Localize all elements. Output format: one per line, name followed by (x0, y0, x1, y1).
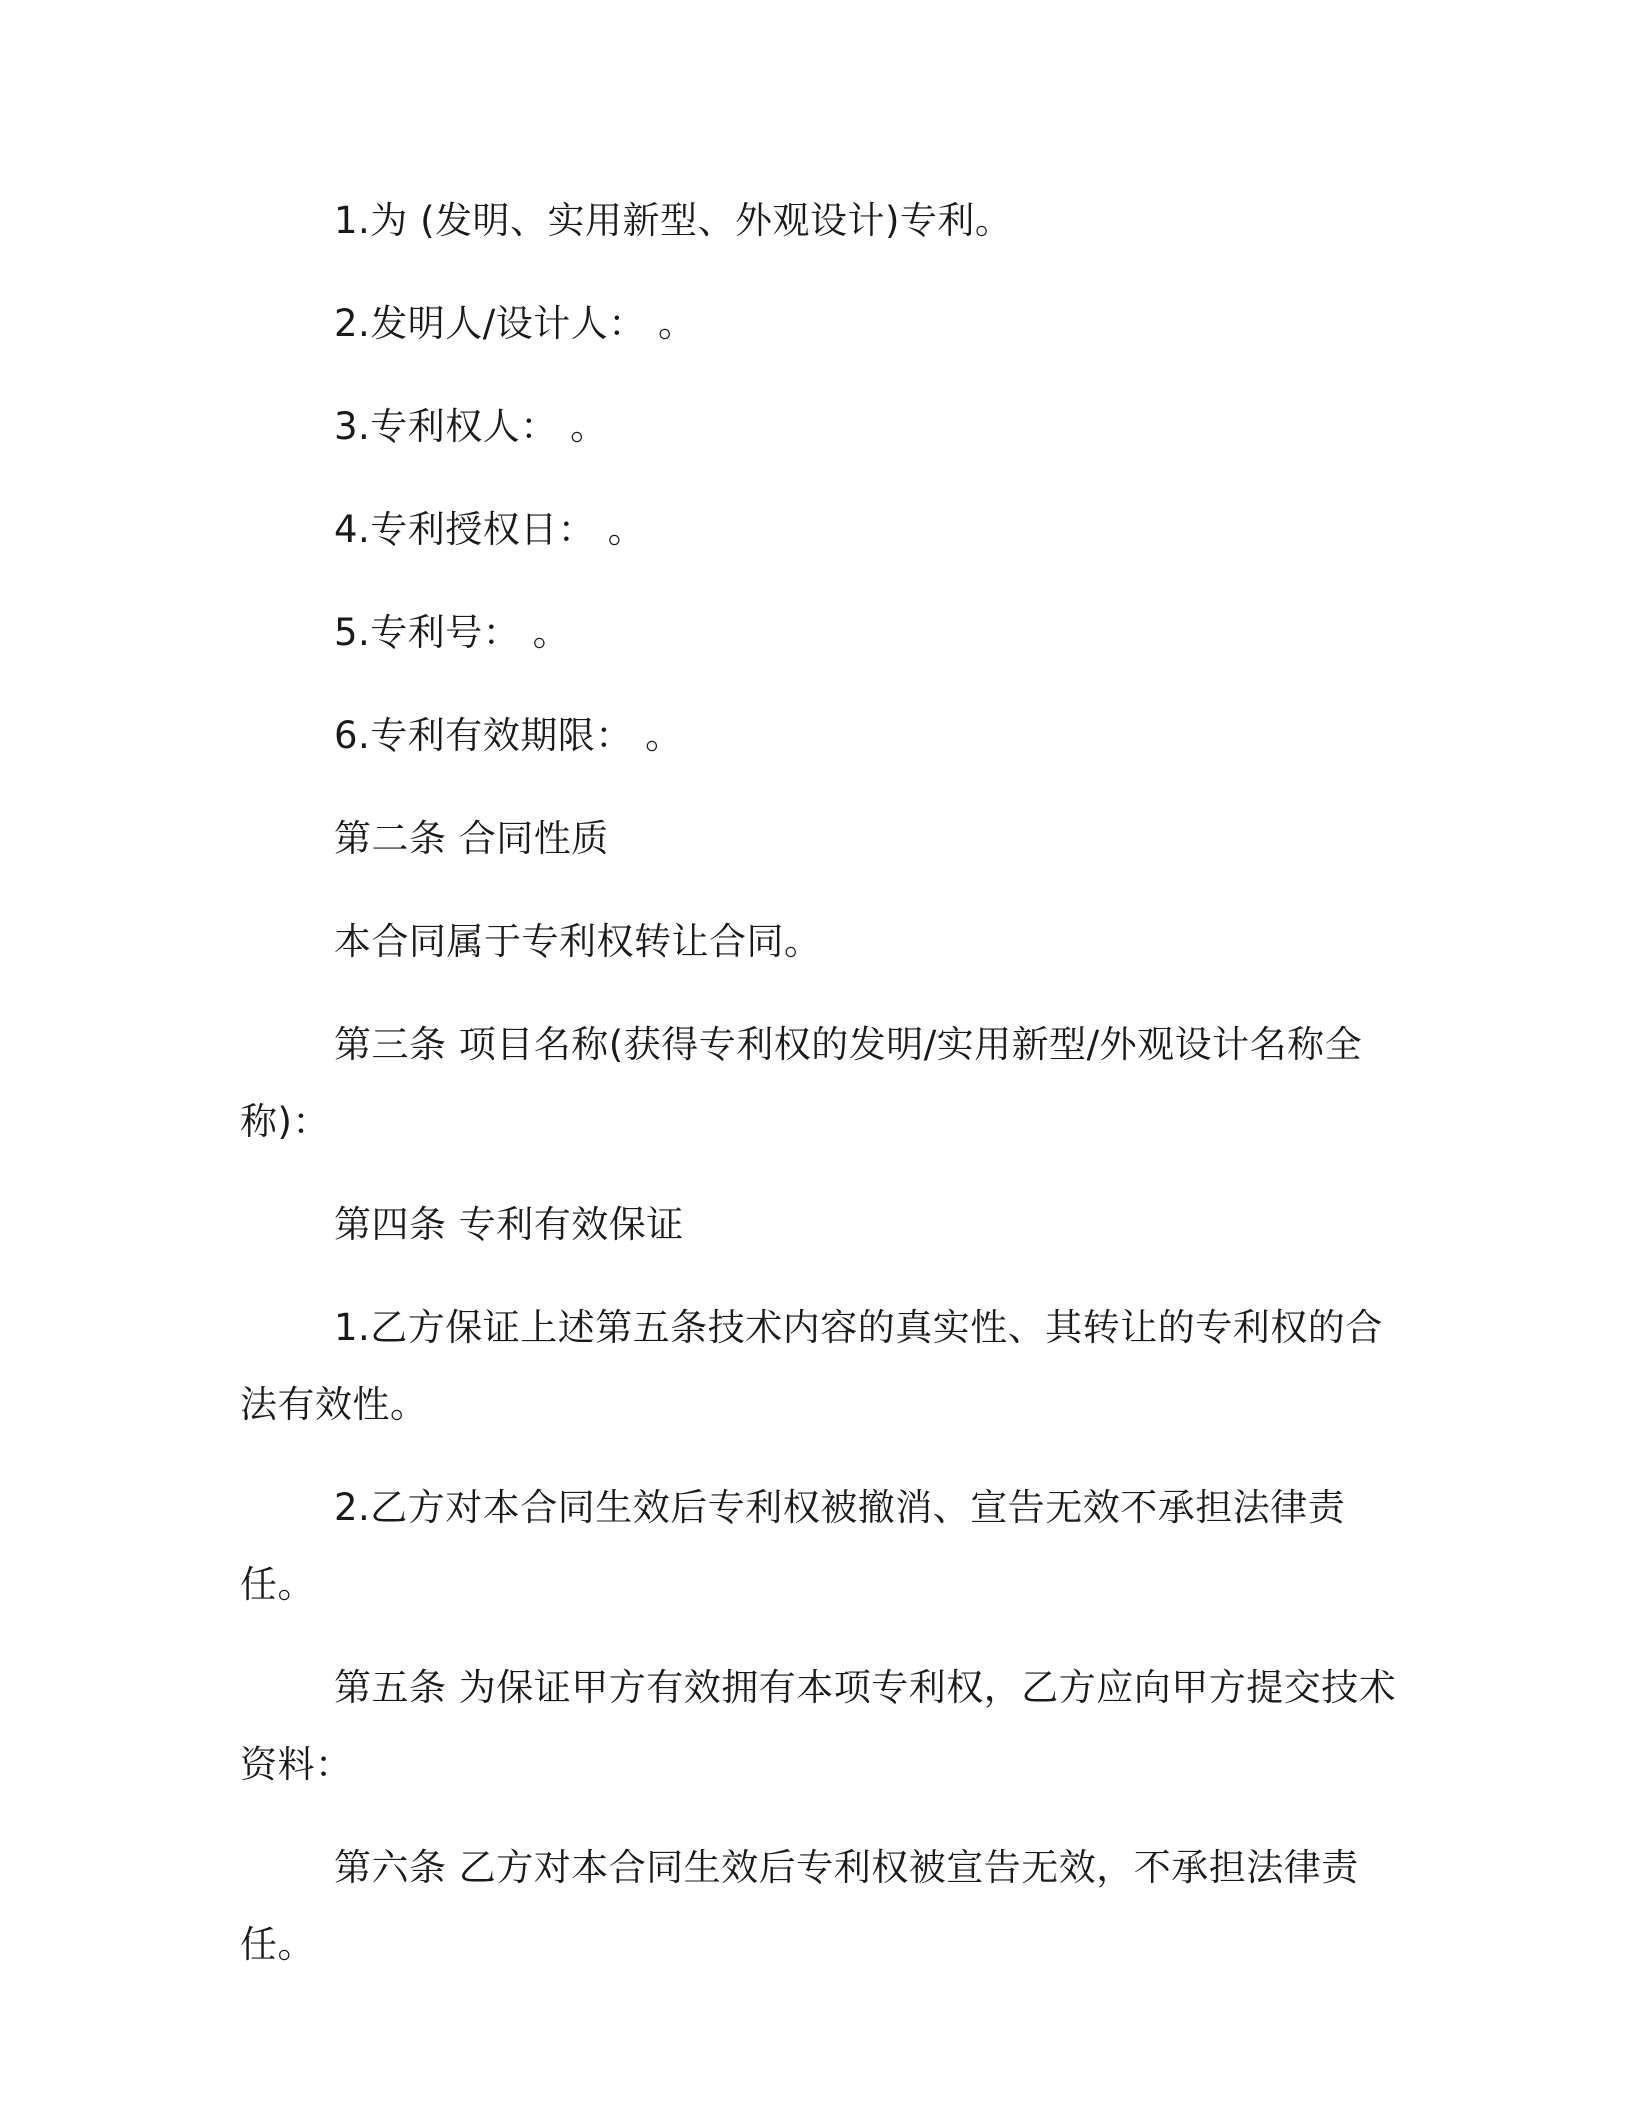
article-four-item-one: 1.乙方保证上述第五条技术内容的真实性、其转让的专利权的合法有效性。 (240, 1306, 1383, 1426)
article-four-heading: 第四条 专利有效保证 (334, 1203, 684, 1246)
clause-item-inventor: 2.发明人/设计人： 。 (334, 302, 696, 345)
article-four-item-two: 2.乙方对本合同生效后专利权被撤消、宣告无效不承担法律责任。 (240, 1486, 1346, 1606)
article-five-text: 第五条 为保证甲方有效拥有本项专利权，乙方应向甲方提交技术资料： (240, 1666, 1397, 1786)
article-six-text: 第六条 乙方对本合同生效后专利权被宣告无效，不承担法律责任。 (240, 1846, 1359, 1966)
clause-item-validity-period: 6.专利有效期限： 。 (334, 714, 683, 757)
article-two-heading: 第二条 合同性质 (334, 817, 609, 860)
document-body (240, 182, 1410, 2009)
article-two-text: 本合同属于专利权转让合同。 (334, 920, 822, 963)
clause-item-patentee: 3.专利权人： 。 (334, 405, 608, 448)
clause-item-grant-date: 4.专利授权日： 。 (334, 508, 646, 551)
clause-item-patent-number: 5.专利号： 。 (334, 611, 571, 654)
clause-item-invention-type: 1.为 (发明、实用新型、外观设计)专利。 (334, 199, 1013, 242)
article-three-text: 第三条 项目名称(获得专利权的发明/实用新型/外观设计名称全称)： (240, 1023, 1363, 1143)
